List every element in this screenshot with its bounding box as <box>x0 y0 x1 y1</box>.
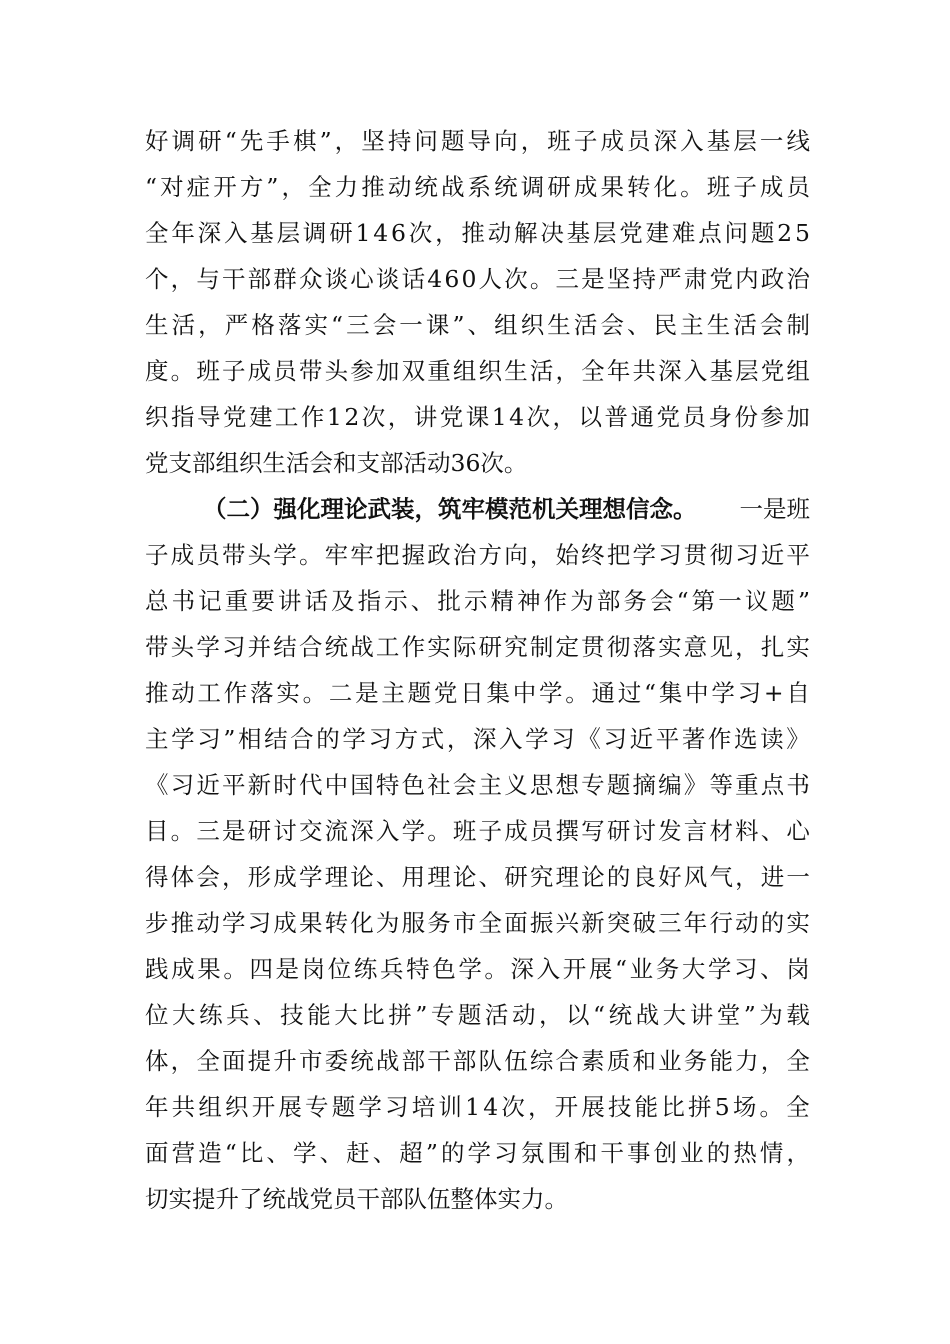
text-line: 度 。 班 子 成 员 带 头 参 加 双 重 组 织 生 活 ， 全 年 共 深 入 基 层 党 组 <box>145 357 810 385</box>
paragraph-1 <box>145 118 810 486</box>
text-line: 党支部组织生活会和支部活动36次。 <box>145 449 528 477</box>
text-line: 面 营 造 “ 比 、 学 、 赶 、 超 ” 的 学 习 氛 围 和 干 事 创 业 的 热 情 ， <box>145 1139 810 1167</box>
text-line: 年 共 组 织 开 展 专 题 学 习 培 训 1 4 次 ， 开 展 技 能 比 拼 5 场 。 全 <box>145 1093 810 1121</box>
section-heading: （二）强化理论武装，筑牢模范机关理想信念。 <box>203 495 697 523</box>
text-line: 切实提升了统战党员干部队伍整体实力。 <box>145 1185 568 1213</box>
text-line: 个 ， 与 干 部 群 众 谈 心 谈 话 4 6 0 人 次 。 三 是 坚 持 严 肃 党 内 政 治 <box>145 265 810 293</box>
body-text <box>145 118 810 1222</box>
text-line: 好 调 研 “ 先 手 棋 ” ， 坚 持 问 题 导 向 ， 班 子 成 员 深 入 基 层 一 线 <box>145 127 810 155</box>
section-heading-tail: 一是班 <box>739 495 810 523</box>
text-line: 位 大 练 兵 、 技 能 大 比 拼 ” 专 题 活 动 ， 以 “ 统 战 大 讲 堂 ” 为 载 <box>145 1001 810 1029</box>
paragraph-2 <box>145 486 810 1222</box>
text-line: 步 推 动 学 习 成 果 转 化 为 服 务 市 全 面 振 兴 新 突 破 三 年 行 动 的 实 <box>145 909 810 937</box>
text-line: 子 成 员 带 头 学 。 牢 牢 把 握 政 治 方 向 ， 始 终 把 学 习 贯 彻 习 近 平 <box>145 541 810 569</box>
text-line: 得 体 会 ， 形 成 学 理 论 、 用 理 论 、 研 究 理 论 的 良 好 风 气 ， 进 一 <box>145 863 810 891</box>
text-line: 践 成 果 。 四 是 岗 位 练 兵 特 色 学 。 深 入 开 展 “ 业 务 大 学 习 、 岗 <box>145 955 810 983</box>
text-line: 推 动 工 作 落 实 。 二 是 主 题 党 日 集 中 学 。 通 过 “ 集 中 学 习 + 自 <box>145 679 810 707</box>
text-line: 目 。 三 是 研 讨 交 流 深 入 学 。 班 子 成 员 撰 写 研 讨 发 言 材 料 、 心 <box>145 817 810 845</box>
section-heading-line <box>145 486 810 532</box>
text-line: 主 学 习 ” 相 结 合 的 学 习 方 式 ， 深 入 学 习 《 习 近 平 著 作 选 读 》 <box>145 725 810 753</box>
text-line: 生 活 ， 严 格 落 实 “ 三 会 一 课 ” 、 组 织 生 活 会 、 民 主 生 活 会 制 <box>145 311 810 339</box>
text-line: 全 年 深 入 基 层 调 研 1 4 6 次 ， 推 动 解 决 基 层 党 建 难 点 问 题 2 5 <box>145 219 810 247</box>
text-line: 体 ， 全 面 提 升 市 委 统 战 部 干 部 队 伍 综 合 素 质 和 业 务 能 力 ， 全 <box>145 1047 810 1075</box>
text-line: “ 对 症 开 方 ” ， 全 力 推 动 统 战 系 统 调 研 成 果 转 化 。 班 子 成 员 <box>145 173 810 201</box>
text-line: 带 头 学 习 并 结 合 统 战 工 作 实 际 研 究 制 定 贯 彻 落 实 意 见 ， 扎 实 <box>145 633 810 661</box>
text-line: 织 指 导 党 建 工 作 1 2 次 ， 讲 党 课 1 4 次 ， 以 普 通 党 员 身 份 参 加 <box>145 403 810 431</box>
text-line: 总 书 记 重 要 讲 话 及 指 示 、 批 示 精 神 作 为 部 务 会 “ 第 一 议 题 ” <box>145 587 810 615</box>
text-line: 《 习 近 平 新 时 代 中 国 特 色 社 会 主 义 思 想 专 题 摘 编 》 等 重 点 书 <box>145 771 810 799</box>
